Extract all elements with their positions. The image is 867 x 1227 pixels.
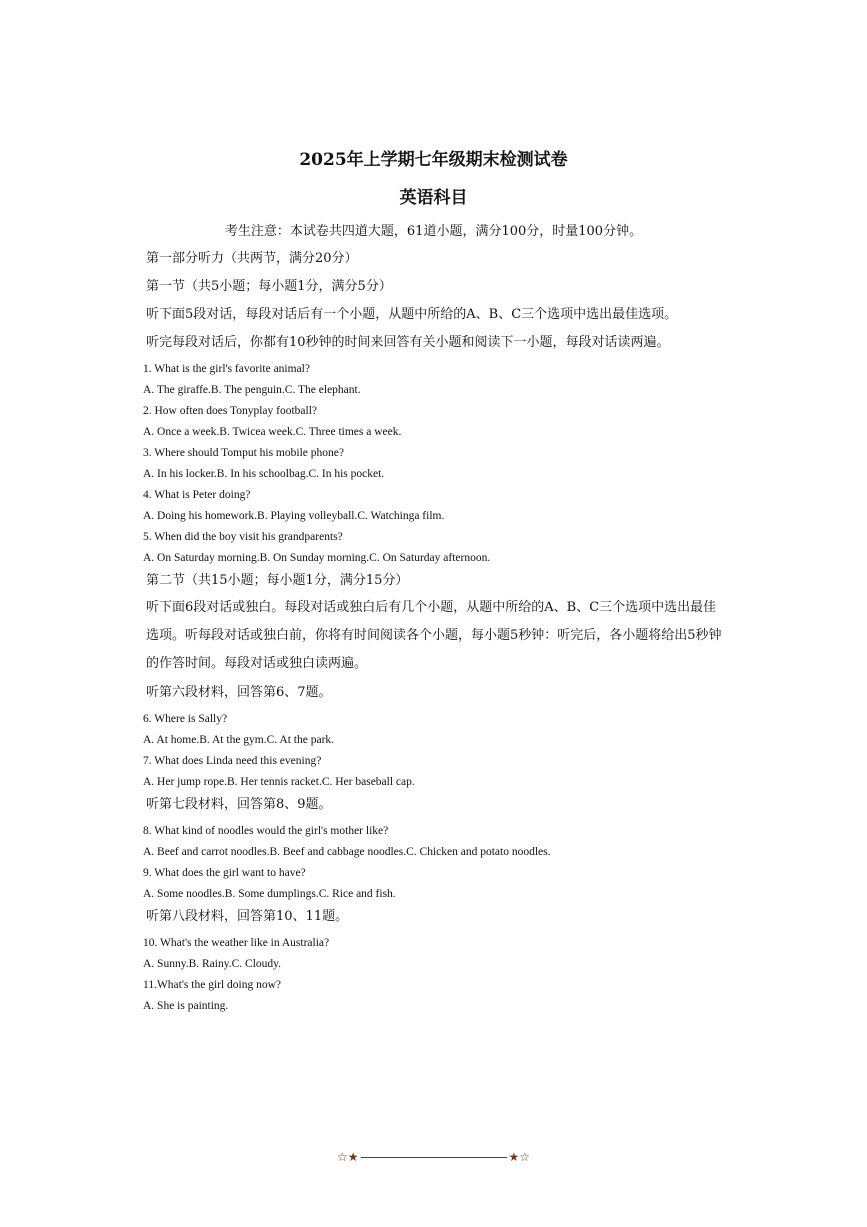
question-6: 6. Where is Sally?: [143, 713, 228, 725]
section2-instruction: 听下面6段对话或独白。每段对话或独白后有几个小题，从题中所给的A、B、C三个选项中选出最佳选项。听每段对话或独白前，你将有时间阅读各个小题，每小题5秒钟：听完后，各小题将给出5秒钟的作答时间。每段对话或独白读两遍。: [146, 600, 722, 671]
section1-instruction-1: 听下面5段对话，每段对话后有一个小题，从题中所给的A、B、C三个选项中选出最佳选项。: [146, 307, 678, 322]
options-9: A. Some noodles.B. Some dumplings.C. Rice and fish.: [143, 888, 396, 900]
footer-stars-left: ☆★: [336, 1150, 359, 1164]
exam-notice: 考生注意：本试卷共四道大题，61道小题，满分100分，时量100分钟。: [224, 224, 643, 239]
question-10: 10. What's the weather like in Australia?: [143, 937, 330, 949]
question-3: 3. Where should Tomput his mobile phone?: [143, 447, 344, 459]
group8-heading: 听第八段材料，回答第10、11题。: [146, 909, 349, 924]
question-7: 7. What does Linda need this evening?: [143, 755, 322, 767]
options-8: A. Beef and carrot noodles.B. Beef and cabbage noodles.C. Chicken and potato noodles.: [143, 846, 551, 858]
question-8: 8. What kind of noodles would the girl's mother like?: [143, 825, 389, 837]
group7-heading: 听第七段材料，回答第8、9题。: [146, 797, 332, 812]
group6-heading: 听第六段材料，回答第6、7题。: [146, 685, 332, 700]
options-5: A. On Saturday morning.B. On Sunday morning.C. On Saturday afternoon.: [143, 552, 491, 564]
part1-heading: 第一部分听力（共两节，满分20分）: [146, 251, 358, 266]
question-11: 11.What's the girl doing now?: [143, 979, 282, 991]
page-footer-ornament: [0, 1150, 867, 1164]
options-3: A. In his locker.B. In his schoolbag.C. In his pocket.: [143, 468, 385, 480]
section1-instruction-2: 听完每段对话后，你都有10秒钟的时间来回答有关小题和阅读下一小题，每段对话读两遍。: [146, 335, 670, 350]
options-6: A. At home.B. At the gym.C. At the park.: [143, 734, 335, 746]
options-1: A. The giraffe.B. The penguin.C. The elephant.: [143, 384, 361, 396]
options-7: A. Her jump rope.B. Her tennis racket.C. Her baseball cap.: [143, 776, 415, 788]
question-4: 4. What is Peter doing?: [143, 489, 251, 501]
options-2: A. Once a week.B. Twicea week.C. Three times a week.: [143, 426, 402, 438]
section2-heading: 第二节（共15小题；每小题1分，满分15分）: [146, 573, 409, 588]
options-11: A. She is painting.: [143, 1000, 229, 1012]
footer-divider-line: [361, 1157, 507, 1158]
question-9: 9. What does the girl want to have?: [143, 867, 306, 879]
question-2: 2. How often does Tonyplay football?: [143, 405, 318, 417]
footer-stars-right: ★☆: [508, 1150, 531, 1164]
section1-heading: 第一节（共5小题；每小题1分，满分5分）: [146, 279, 392, 294]
options-10: A. Sunny.B. Rainy.C. Cloudy.: [143, 958, 282, 970]
exam-title: 2025年上学期七年级期末检测试卷: [299, 150, 568, 170]
subject-title: 英语科目: [399, 188, 468, 208]
options-4: A. Doing his homework.B. Playing volleyball.C. Watchinga film.: [143, 510, 445, 522]
question-1: 1. What is the girl's favorite animal?: [143, 363, 310, 375]
question-5: 5. When did the boy visit his grandparents?: [143, 531, 343, 543]
